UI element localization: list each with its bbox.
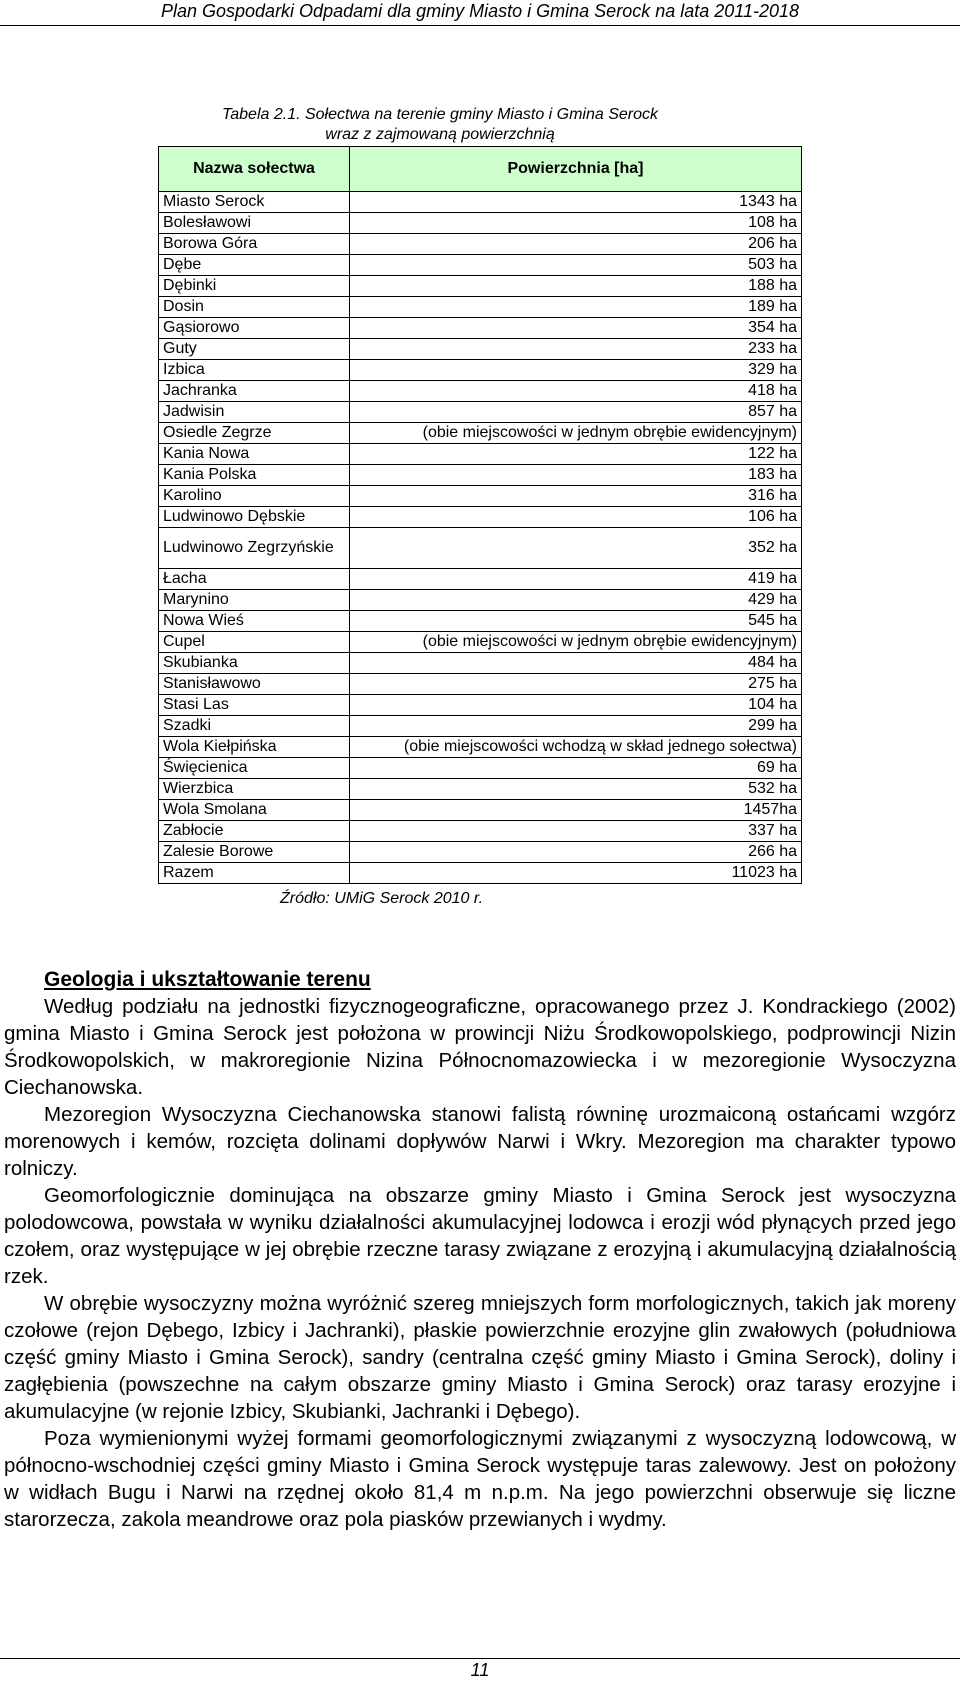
table-header-row [159, 147, 802, 192]
solectwo-name: Szadki [159, 716, 350, 737]
solectwo-name: Karolino [159, 486, 350, 507]
paragraph: W obrębie wysoczyzny można wyróżnić szereg mniejszych form morfologicznych, takich jak moreny czołowe (rejon Dębego, Izbicy i Jachranki), płaskie powierzchnie erozyjne glin zwałowych (południowa część gminy Miasto i Gmina Serock), sandry (centralna część gminy Miasto i Gmina Serock), doliny i zagłębienia (powszechne na całym obszarze gminy Miasto i Gmina Serock) oraz tarasy erozyjne i akumulacyjne (w rejonie Izbicy, Skubianki, Jachranki i Dębego). [4, 1292, 956, 1423]
solectwo-area: 183 ha [350, 465, 802, 486]
paragraph: Według podziału na jednostki fizycznogeograficzne, opracowanego przez J. Kondrackiego (2002) gmina Miasto i Gmina Serock jest położona w prowincji Niżu Środkowopolskiego, podprowincji Nizin Środkowopolskich, w makroregionie Nizina Północnomazowiecka i w mezoregionie Wysoczyzna Ciechanowska. [4, 995, 956, 1099]
solectwo-area: 266 ha [350, 842, 802, 863]
solectwo-area: 1457ha [350, 800, 802, 821]
table-row [159, 381, 802, 402]
solectwo-area: 106 ha [350, 507, 802, 528]
solectwo-area: 337 ha [350, 821, 802, 842]
table-row [159, 486, 802, 507]
table-row [159, 716, 802, 737]
solectwo-area: 233 ha [350, 339, 802, 360]
table-row [159, 737, 802, 758]
table-row [159, 800, 802, 821]
table-row [159, 402, 802, 423]
page-number: 11 [470, 1660, 490, 1680]
solectwo-name: Osiedle Zegrze [159, 423, 350, 444]
page-header: Plan Gospodarki Odpadami dla gminy Miasto i Gmina Serock na lata 2011-2018 [160, 1, 799, 21]
solectwo-area: 857 ha [350, 402, 802, 423]
column-header-area: Powierzchnia [ha] [350, 147, 802, 192]
table-row [159, 339, 802, 360]
solectwo-name: Zabłocie [159, 821, 350, 842]
header-divider [0, 25, 960, 26]
solectwo-name: Święcienica [159, 758, 350, 779]
column-header-name: Nazwa sołectwa [159, 147, 350, 192]
solectwo-name: Razem [159, 863, 350, 884]
table-row [159, 465, 802, 486]
table-row [159, 695, 802, 716]
solectwo-area: 108 ha [350, 213, 802, 234]
solectwo-area: (obie miejscowości w jednym obrębie ewidencyjnym) [350, 423, 802, 444]
solectwo-name: Kania Polska [159, 465, 350, 486]
table-row [159, 632, 802, 653]
solectwo-area: 1343 ha [350, 192, 802, 213]
paragraph: Mezoregion Wysoczyzna Ciechanowska stanowi falistą równinę urozmaiconą ostańcami wzgórz morenowych i kemów, rozcięta dolinami dopływów Narwi i Wkry. Mezoregion ma charakter typowo rolniczy. [4, 1103, 956, 1180]
table-source: Źródło: UMiG Serock 2010 r. [280, 890, 484, 907]
solectwo-name: Miasto Serock [159, 192, 350, 213]
solectwo-area: 188 ha [350, 276, 802, 297]
table-row [159, 863, 802, 884]
table-row [159, 590, 802, 611]
solectwo-name: Jachranka [159, 381, 350, 402]
table-row [159, 842, 802, 863]
solectwo-area: 69 ha [350, 758, 802, 779]
solectwo-name: Zalesie Borowe [159, 842, 350, 863]
solectwo-name: Łacha [159, 569, 350, 590]
table-row [159, 255, 802, 276]
solectwo-area: 329 ha [350, 360, 802, 381]
solectwo-name: Guty [159, 339, 350, 360]
solectwo-area: 104 ha [350, 695, 802, 716]
solectwo-name: Dosin [159, 297, 350, 318]
solectwo-name: Dębe [159, 255, 350, 276]
solectwo-name: Stasi Las [159, 695, 350, 716]
solectwo-name: Stanisławowo [159, 674, 350, 695]
table-row [159, 360, 802, 381]
solectwo-name: Wola Smolana [159, 800, 350, 821]
paragraph: Poza wymienionymi wyżej formami geomorfologicznymi związanymi z wysoczyzną lodowcową, w północno-wschodniej części gminy Miasto i Gmina Serock występuje taras zalewowy. Jest on położony w widłach Bugu i Narwi na rzędnej około 81,4 m n.p.m. Na jego powierzchni obserwuje się liczne starorzecza, zakola meandrowe oraz pola piasków przewianych i wydmy. [4, 1427, 956, 1531]
solectwo-area: (obie miejscowości wchodzą w skład jednego sołectwa) [350, 737, 802, 758]
solectwo-name: Wierzbica [159, 779, 350, 800]
table-row [159, 444, 802, 465]
table-row [159, 528, 802, 569]
solectwo-area: 11023 ha [350, 863, 802, 884]
solectwo-area: 503 ha [350, 255, 802, 276]
solectwo-area: 419 ha [350, 569, 802, 590]
table-row [159, 653, 802, 674]
solectwo-area: 122 ha [350, 444, 802, 465]
solectwo-area: (obie miejscowości w jednym obrębie ewidencyjnym) [350, 632, 802, 653]
solectwo-name: Borowa Góra [159, 234, 350, 255]
solectwo-area: 429 ha [350, 590, 802, 611]
solectwo-area: 206 ha [350, 234, 802, 255]
table-row [159, 507, 802, 528]
table-row [159, 192, 802, 213]
solectwo-area: 299 ha [350, 716, 802, 737]
paragraph: Geomorfologicznie dominująca na obszarze gminy Miasto i Gmina Serock jest wysoczyzna polodowcowa, powstała w wyniku działalności akumulacyjnej lodowca i erozji wód płynących przed jego czołem, oraz występujące w jej obrębie rzeczne tarasy związane z erozyjną i akumulacyjną działalnością rzek. [4, 1184, 956, 1288]
table-row [159, 318, 802, 339]
table-caption-line2: wraz z zajmowaną powierzchnią [325, 126, 555, 143]
solectwo-area: 354 ha [350, 318, 802, 339]
table-row [159, 276, 802, 297]
solectwo-name: Dębinki [159, 276, 350, 297]
solectwo-area: 352 ha [350, 528, 802, 569]
solectwo-area: 275 ha [350, 674, 802, 695]
table-caption-line1: Tabela 2.1. Sołectwa na terenie gminy Miasto i Gmina Serock [221, 106, 659, 123]
table-row [159, 758, 802, 779]
solectwo-name: Izbica [159, 360, 350, 381]
section-title: Geologia i ukształtowanie terenu [44, 968, 371, 991]
table-row [159, 234, 802, 255]
table-row [159, 611, 802, 632]
table-row [159, 213, 802, 234]
footer-divider [0, 1658, 960, 1659]
solectwo-name: Cupel [159, 632, 350, 653]
table-row [159, 423, 802, 444]
solectwo-area: 545 ha [350, 611, 802, 632]
solectwo-name: Gąsiorowo [159, 318, 350, 339]
solectwo-name: Bolesławowi [159, 213, 350, 234]
body-text [4, 993, 956, 1533]
solectwa-table [158, 146, 802, 884]
solectwo-name: Kania Nowa [159, 444, 350, 465]
solectwo-name: Nowa Wieś [159, 611, 350, 632]
solectwo-area: 484 ha [350, 653, 802, 674]
table-row [159, 821, 802, 842]
table-row [159, 297, 802, 318]
solectwo-name: Skubianka [159, 653, 350, 674]
table-row [159, 569, 802, 590]
table-row [159, 674, 802, 695]
table-row [159, 779, 802, 800]
solectwo-area: 189 ha [350, 297, 802, 318]
solectwo-name: Jadwisin [159, 402, 350, 423]
solectwo-name: Wola Kiełpińska [159, 737, 350, 758]
solectwo-area: 316 ha [350, 486, 802, 507]
solectwo-name: Ludwinowo Dębskie [159, 507, 350, 528]
solectwo-name: Ludwinowo Zegrzyńskie [159, 528, 350, 569]
solectwo-name: Marynino [159, 590, 350, 611]
solectwo-area: 532 ha [350, 779, 802, 800]
solectwo-area: 418 ha [350, 381, 802, 402]
